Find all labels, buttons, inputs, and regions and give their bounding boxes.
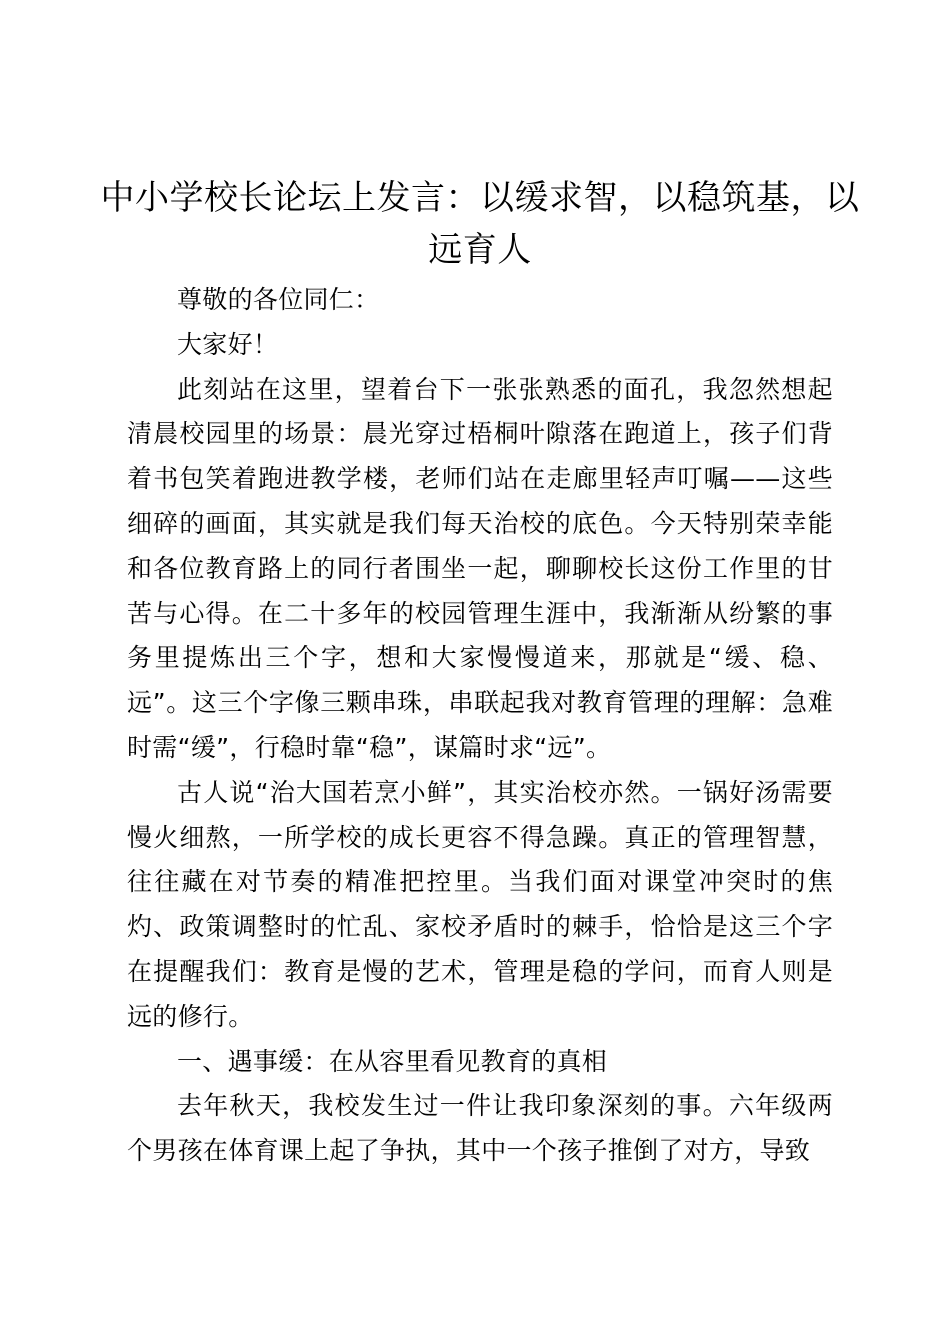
- salutation: 尊敬的各位同仁：: [177, 285, 380, 314]
- body-paragraph: 古人说“治大国若烹小鲜”，其实治校亦然。一锅好汤需要慢火细熬，一所学校的成长更容不得急躁。真正的管理智慧，往往藏在对节奏的精准把控里。当我们面对课堂冲突时的焦灼、政策调整时的忙乱、家校矛盾时的棘手，恰恰是这三个字在提醒我们：教育是慢的艺术，管理是稳的学问，而育人则是远的修行。: [127, 777, 833, 1031]
- document-title: 中小学校长论坛上发言：以缓求智，以稳筑基，以远育人: [100, 178, 860, 270]
- body-paragraph: 此刻站在这里，望着台下一张张熟悉的面孔，我忽然想起清晨校园里的场景：晨光穿过梧桐叶隙落在跑道上，孩子们背着书包笑着跑进教学楼，老师们站在走廊里轻声叮嘱——这些细碎的画面，其实就是我们每天治校的底色。今天特别荣幸能和各位教育路上的同行者围坐一起，聊聊校长这份工作里的甘苦与心得。在二十多年的校园管理生涯中，我渐渐从纷繁的事务里提炼出三个字，想和大家慢慢道来，那就是“缓、稳、远”。这三个字像三颗串珠，串联起我对教育管理的理解：急难时需“缓”，行稳时靠“稳”，谋篇时求“远”。: [127, 374, 833, 762]
- document-body: [127, 278, 833, 1174]
- section-paragraph: 去年秋天，我校发生过一件让我印象深刻的事。六年级两个男孩在体育课上起了争执，其中一个孩子推倒了对方，导致: [127, 1091, 833, 1166]
- section-heading: 一、遇事缓：在从容里看见教育的真相: [177, 1046, 608, 1076]
- greeting: 大家好！: [177, 329, 279, 359]
